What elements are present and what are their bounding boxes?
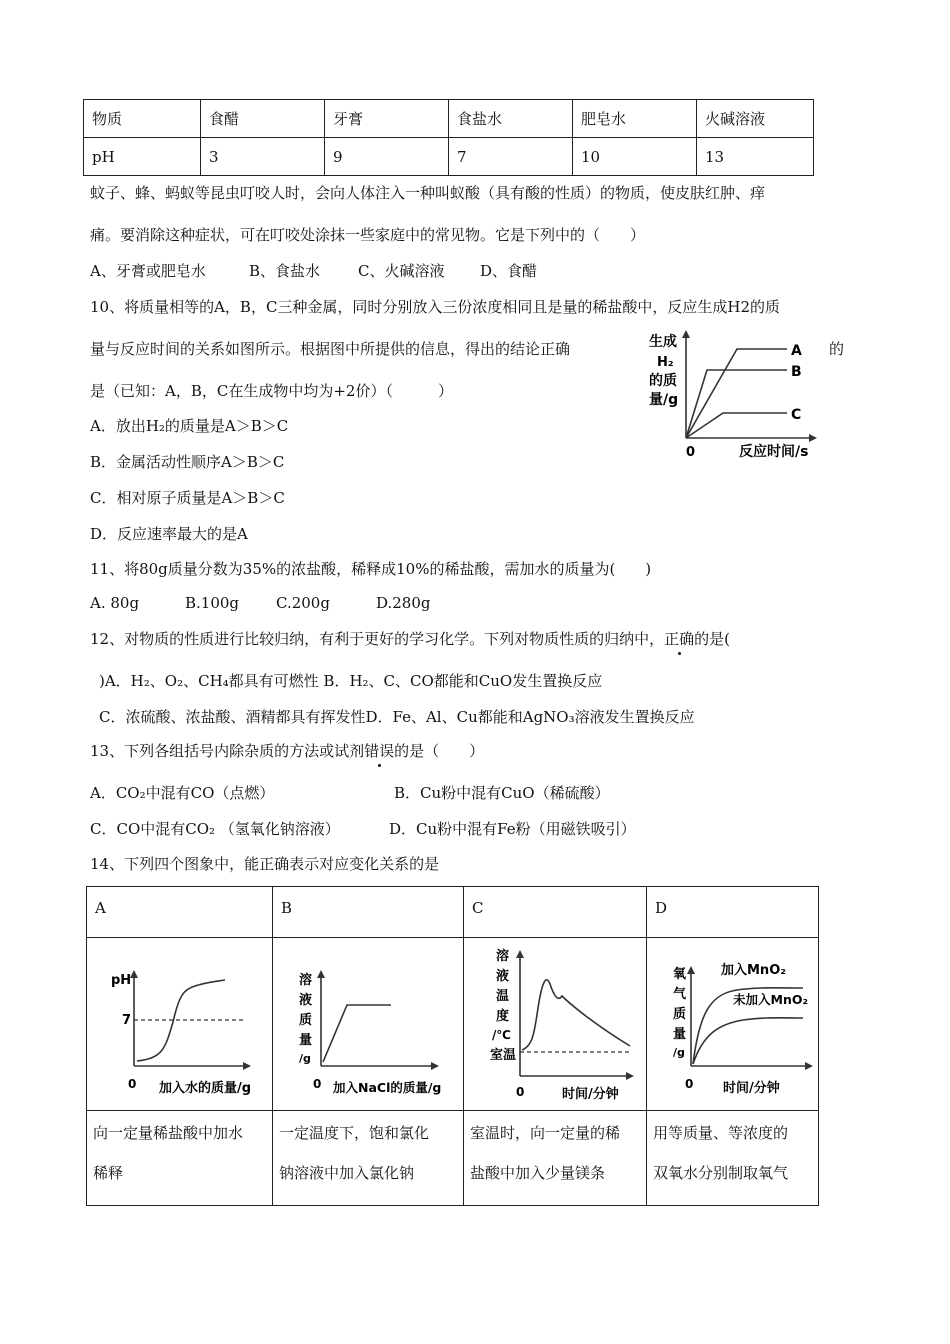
graph-d-ylabel-4: 量 <box>673 1027 687 1042</box>
graph-d-curve-2-label: 未加入MnO₂ <box>733 992 808 1007</box>
table-cell: 食盐水 <box>449 100 573 138</box>
graph-b-curve <box>323 1005 391 1062</box>
graph-a-origin: 0 <box>128 1077 137 1091</box>
q10-option-c: C．相对原子质量是A＞B＞C <box>90 489 285 507</box>
q12-line1-a: 12、对物质的性质进行比较归纳，有利于更好的学习化学。下列对物质性质的归纳中， <box>90 630 665 648</box>
q11-option-a: A. 80g <box>90 594 140 612</box>
table-cell: 3 <box>201 138 325 176</box>
graph-a-ref: 7 <box>122 1013 132 1028</box>
table-cell <box>647 1111 819 1206</box>
table-cell: 食醋 <box>201 100 325 138</box>
q10-origin: 0 <box>686 445 696 460</box>
q10-ylabel-2: H₂ <box>657 355 674 370</box>
q10-line2-end: 的 <box>829 340 845 358</box>
q14-desc-b-2: 钠溶液中加入氯化钠 <box>279 1164 415 1182</box>
q9-option-d: D、食醋 <box>480 262 538 280</box>
graph-a-ylabel: pH <box>111 973 132 988</box>
q13-text-a: 13、下列各组括号内除杂质的方法或试剂 <box>90 742 365 760</box>
graph-d-origin: 0 <box>685 1077 694 1091</box>
q13-dotted-word: 错误 <box>364 742 395 760</box>
table-cell <box>273 1111 464 1206</box>
q10-graph <box>645 328 825 460</box>
q10-curve-b-label: B <box>791 364 802 380</box>
q11-option-d: D.280g <box>376 594 431 612</box>
q10-curve-a-label: A <box>791 343 802 359</box>
q10-line3: 是（已知：A，B，C在生成物中均为+2价）（ ） <box>90 382 453 400</box>
q12-dotted-word: 正确 <box>664 630 695 648</box>
q14-desc-d-2: 双氧水分别制取氧气 <box>653 1164 789 1182</box>
q10-curve-c-label: C <box>791 407 802 423</box>
table-cell <box>464 887 647 938</box>
q10-option-a: A．放出H₂的质量是A＞B＞C <box>90 417 289 435</box>
q11-text: 11、将80g质量分数为35%的浓盐酸，稀释成10%的稀盐酸，需加水的质量为( ) <box>90 560 652 578</box>
q11-option-b: B.100g <box>185 594 240 612</box>
q14-header-c: C <box>472 899 484 917</box>
table-row <box>87 1111 819 1206</box>
graph-b-xlabel: 加入NaCl的质量/g <box>333 1080 442 1095</box>
table-row <box>87 938 819 1111</box>
table-row <box>87 887 819 938</box>
table-cell <box>464 1111 647 1206</box>
q12-line1-b: 的是( <box>694 630 730 648</box>
q14-desc-a-1: 向一定量稀盐酸中加水 <box>93 1124 244 1142</box>
q14-header-a: A <box>95 899 106 917</box>
q14-header-b: B <box>281 899 293 917</box>
q14-text: 14、下列四个图象中，能正确表示对应变化关系的是 <box>90 855 440 873</box>
graph-c-ylabel-1: 溶 <box>496 949 510 964</box>
table-cell <box>87 1111 273 1206</box>
q12-line1 <box>90 628 730 649</box>
q13-option-a: A．CO₂中混有CO（点燃） <box>90 784 275 802</box>
q10-ylabel-4: 量/g <box>649 392 679 408</box>
graph-d-ylabel-1: 氧 <box>673 967 687 982</box>
q10-xlabel: 反应时间/s <box>739 444 809 460</box>
q9-option-a: A、牙膏或肥皂水 <box>90 262 206 280</box>
graph-d-ylabel-3: 质 <box>673 1007 687 1022</box>
graph-b-ylabel-2: 液 <box>299 993 313 1008</box>
q10-ylabel-1: 生成 <box>649 334 677 350</box>
q10-curve-c <box>686 413 787 438</box>
table-cell: 9 <box>325 138 449 176</box>
q9-line1: 蚊子、蜂、蚂蚁等昆虫叮咬人时，会向人体注入一种叫蚁酸（具有酸的性质）的物质，使皮肤红肿、痒 <box>90 184 766 202</box>
graph-c-ylabel-5: /℃ <box>492 1028 511 1042</box>
q9-line2: 痛。要消除这种症状，可在叮咬处涂抹一些家庭中的常见物。它是下列中的（ ） <box>90 226 646 244</box>
q14-graph-d <box>647 938 818 1106</box>
table-cell <box>273 938 464 1111</box>
graph-b-ylabel-5: /g <box>299 1052 311 1065</box>
q14-graph-a <box>87 938 272 1106</box>
table-cell <box>87 938 273 1111</box>
q10-ylabel-3: 的质 <box>649 373 677 389</box>
table-cell <box>273 887 464 938</box>
table-cell: 火碱溶液 <box>697 100 814 138</box>
ph-table <box>83 99 814 176</box>
q10-option-b: B．金属活动性顺序A＞B＞C <box>90 453 285 471</box>
table-cell <box>464 938 647 1111</box>
graph-b-ylabel-1: 溶 <box>299 973 313 988</box>
graph-d-xlabel: 时间/分钟 <box>723 1081 780 1096</box>
q13-text <box>90 740 484 761</box>
q9-option-b: B、食盐水 <box>249 262 321 280</box>
q14-header-d: D <box>655 899 668 917</box>
q14-desc-a-2: 稀释 <box>93 1164 124 1182</box>
q13-option-c: C．CO中混有CO₂ （氢氧化钠溶液） <box>90 820 340 838</box>
table-cell: 7 <box>449 138 573 176</box>
q14-table <box>86 886 819 1206</box>
table-cell: 物质 <box>84 100 201 138</box>
q14-graph-c <box>464 938 646 1106</box>
graph-b-ylabel-4: 量 <box>299 1033 313 1048</box>
q13-option-b: B．Cu粉中混有CuO（稀硫酸） <box>394 784 610 802</box>
table-cell: 13 <box>697 138 814 176</box>
graph-c-ylabel-3: 温 <box>496 989 510 1004</box>
graph-b-origin: 0 <box>313 1077 322 1091</box>
table-cell: pH <box>84 138 201 176</box>
q14-desc-d-1: 用等质量、等浓度的 <box>653 1124 789 1142</box>
graph-a-xlabel: 加入水的质量/g <box>159 1081 252 1096</box>
q14-desc-b-1: 一定温度下，饱和氯化 <box>279 1124 430 1142</box>
table-cell: 10 <box>573 138 697 176</box>
q12-line3: C．浓硫酸、浓盐酸、酒精都具有挥发性D．Fe、Al、Cu都能和AgNO₃溶液发生置换反应 <box>99 708 695 726</box>
q10-line2: 量与反应时间的关系如图所示。根据图中所提供的信息，得出的结论正确 <box>90 340 571 358</box>
q13-option-d: D．Cu粉中混有Fe粉（用磁铁吸引） <box>389 820 636 838</box>
table-cell: 肥皂水 <box>573 100 697 138</box>
graph-c-ref: 室温 <box>490 1048 517 1063</box>
graph-c-xlabel: 时间/分钟 <box>562 1087 619 1102</box>
table-cell <box>647 887 819 938</box>
q13-text-b: 的是（ ） <box>394 742 485 760</box>
q10-option-d: D．反应速率最大的是A <box>90 525 248 543</box>
table-row <box>84 138 814 176</box>
graph-c-ylabel-2: 液 <box>496 969 510 984</box>
q14-desc-c-2: 盐酸中加入少量镁条 <box>470 1164 606 1182</box>
graph-c-ylabel-4: 度 <box>496 1009 510 1024</box>
graph-c-curve <box>522 980 630 1050</box>
table-row <box>84 100 814 138</box>
table-cell <box>647 938 819 1111</box>
q14-desc-c-1: 室温时，向一定量的稀 <box>470 1124 621 1142</box>
table-cell: 牙膏 <box>325 100 449 138</box>
q14-graph-b <box>273 938 463 1106</box>
graph-d-ylabel-2: 气 <box>673 987 687 1002</box>
q9-option-c: C、火碱溶液 <box>358 262 445 280</box>
graph-d-curve-2 <box>693 1018 803 1064</box>
q10-curve-a <box>686 349 787 438</box>
q12-line2: )A．H₂、O₂、CH₄都具有可燃性 B．H₂、C、CO都能和CuO发生置换反应 <box>99 672 603 690</box>
table-cell <box>87 887 273 938</box>
graph-d-ylabel-5: /g <box>673 1046 685 1059</box>
graph-c-origin: 0 <box>516 1085 525 1099</box>
q11-option-c: C.200g <box>276 594 330 612</box>
q10-line1: 10、将质量相等的A，B，C三种金属，同时分别放入三份浓度相同且是量的稀盐酸中，反应生成H2的质 <box>90 298 781 316</box>
graph-b-ylabel-3: 质 <box>299 1013 313 1028</box>
graph-d-curve-1-label: 加入MnO₂ <box>721 963 786 978</box>
